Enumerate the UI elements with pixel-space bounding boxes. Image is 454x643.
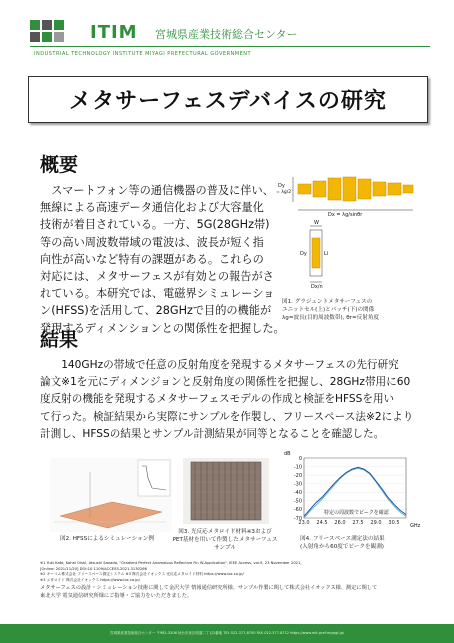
- chart-xtick-label: 26.0: [334, 520, 346, 526]
- results-text: [40, 357, 424, 443]
- references: [40, 561, 420, 583]
- org-name-jp: 宮城県産業技術総合センター: [155, 28, 298, 41]
- results-heading: 結果: [40, 329, 79, 351]
- chart-ylabel: dB: [284, 451, 291, 457]
- org-name-en: INDUSTRIAL TECHNOLOGY INSTITUTE MIYAGI PREFECTURAL GOVERNMENT: [34, 51, 252, 57]
- overview-line: 対応には、メタサーフェスが有効との報告がさ: [40, 270, 274, 284]
- overview-line: 発現するディメンションとの関係性を把握した。: [40, 321, 285, 335]
- overview-text: [40, 182, 288, 337]
- label-li: Li: [324, 251, 329, 257]
- chart-xtick-label: 29.0: [370, 520, 382, 526]
- simulation-image: [50, 458, 172, 532]
- caption-line: 図1. グラジェントメタサーフェスの: [282, 299, 373, 305]
- caption-line: 図4. フリースペース測定法の結果: [300, 536, 385, 542]
- org-logo-text: ITIM: [90, 22, 138, 43]
- chart-xtick-label: 30.5: [388, 520, 400, 526]
- chart-ytick-label: -40: [293, 490, 302, 497]
- label-dx: Dx = λg/sinθr: [328, 212, 363, 218]
- chart-xtick-label: 24.5: [316, 520, 328, 526]
- figure-3: [183, 458, 269, 524]
- overview-line: れている。本研究では、電磁界シミュレーショ: [40, 287, 275, 301]
- chart-ytick-label: -30: [293, 481, 302, 488]
- ack-line: 東北大学 電気通信研究所様にご指導・ご協力をいただきました。: [40, 592, 193, 599]
- overview-line: スマートフォン等の通信機器の普及に伴い、: [51, 184, 274, 197]
- chart-annotation: 特定の周波数でピークを確認: [324, 510, 389, 516]
- logo-mark: [30, 20, 84, 54]
- figure-4-caption: [300, 535, 430, 551]
- sample-photo: [183, 458, 269, 524]
- results-line: 140GHzの帯域で任意の反射角度を発現するメタサーフェスの先行研究: [61, 359, 399, 371]
- header-divider: [30, 46, 430, 47]
- figure-2-caption: 図2. HFSSによるシミュレーション例: [60, 536, 154, 542]
- results-line: て行った。検証結果から実際にサンプルを作製し、フリースペース法※2により: [40, 410, 414, 423]
- chart-xlabel: GHz: [410, 523, 421, 529]
- label-dy: Dy: [278, 183, 285, 189]
- figure-2: [50, 458, 172, 532]
- overview-line: 無線による高速データ通信化および大容量化: [40, 201, 264, 215]
- chart-ytick-label: -70: [293, 515, 302, 522]
- reference-item: [Online: 2021/11/20] DOI:10.1109/ACCESS.2021.3130266: [40, 566, 147, 571]
- chart-xtick-label: 23.0: [298, 520, 310, 526]
- results-line: 論文※1を元にディメンジョンと反射角度の関係性を把握し、28GHz帯用に60: [40, 376, 411, 389]
- figure-1-caption: [282, 298, 432, 322]
- footer-text: 宮城県産業技術総合センター 〒981-3206 仙台市泉区明通二丁目2番地 TEL 022-377-8700 FAX 022-377-8712 https://www.mit.pref.miyagi.jp/: [110, 631, 344, 635]
- chart-ytick-label: -10: [293, 464, 302, 471]
- chart-ytick-label: -60: [293, 507, 302, 514]
- results-line: 度反射の機能を発現するメタサーフェスモデルの作成と検証をHFSSを用い: [40, 393, 395, 406]
- label-w: W: [314, 220, 319, 226]
- reference-item: ※3 メタロイド 株式会社イオックス https://www.iox.co.jp/: [40, 577, 140, 582]
- caption-line: PET基材を用いて作製したメタサーフェス: [172, 537, 278, 543]
- overview-line: 向性が高いなど特有の課題がある。これらの: [40, 252, 264, 266]
- chart-xtick-label: 27.5: [352, 520, 364, 526]
- chart-ytick-label: 0: [298, 455, 302, 462]
- chart-ytick-label: -20: [293, 472, 302, 479]
- ack-line: メタサーフェスの設計・シミュレーション技術に関して金沢大学 情報通信研究所様、サンプル作製に関して株式会社イオックス様、測定に関して: [40, 585, 378, 591]
- caption-line: (入射角から60度でピークを観測): [300, 544, 384, 550]
- caption-line: 図3. 光反応メタロイド材料※3および: [178, 529, 272, 535]
- frequency-response-chart: [282, 452, 428, 530]
- overview-heading: 概要: [40, 154, 79, 176]
- figure-3-caption: [170, 528, 280, 552]
- page-title: メタサーフェスデバイスの研究: [28, 76, 428, 123]
- reference-item: ※2 キーコム株式会社 フリースペース測定システム ※3 株式会社イオックス 光反応メタロイド材料 https://www.iox.co.jp/: [40, 572, 244, 576]
- label-dy-value: = λg/2: [276, 190, 292, 195]
- overview-line: 等の高い周波数帯域の電波は、波長が短く指: [40, 235, 264, 249]
- figure-1: [276, 172, 420, 298]
- overview-line: ン(HFSS)を活用して、28GHzで目的の機能が: [40, 304, 272, 318]
- label-cell-dx: Dx/n: [311, 284, 323, 290]
- chart-ytick-label: -50: [293, 498, 302, 505]
- caption-line: ユニットセル(上)とパッチ(下)の関係: [282, 307, 375, 313]
- reference-item: ※1 Yuki Kato, Kohei Oishi, Atsushi Sanada, "Gradient Perfect Anomalous Reflective Fin W-Application", IEEE Access, vol.9, 23 November 2021,: [40, 561, 302, 565]
- acknowledgement: [40, 585, 420, 600]
- unit-cell-diagram: [288, 172, 420, 298]
- overview-line: 技術が着目されている。一方、5G(28GHz帯): [40, 218, 270, 232]
- caption-line: λg=波長(目的周波数帯), θr=反射角度: [282, 315, 380, 321]
- label-cell-dy: Dy: [300, 251, 307, 257]
- figure-4: [282, 452, 428, 530]
- caption-line: サンプル: [214, 545, 236, 551]
- results-line: 計測し、HFSSの結果とサンプル計測結果が同等となることを確認した。: [40, 427, 385, 440]
